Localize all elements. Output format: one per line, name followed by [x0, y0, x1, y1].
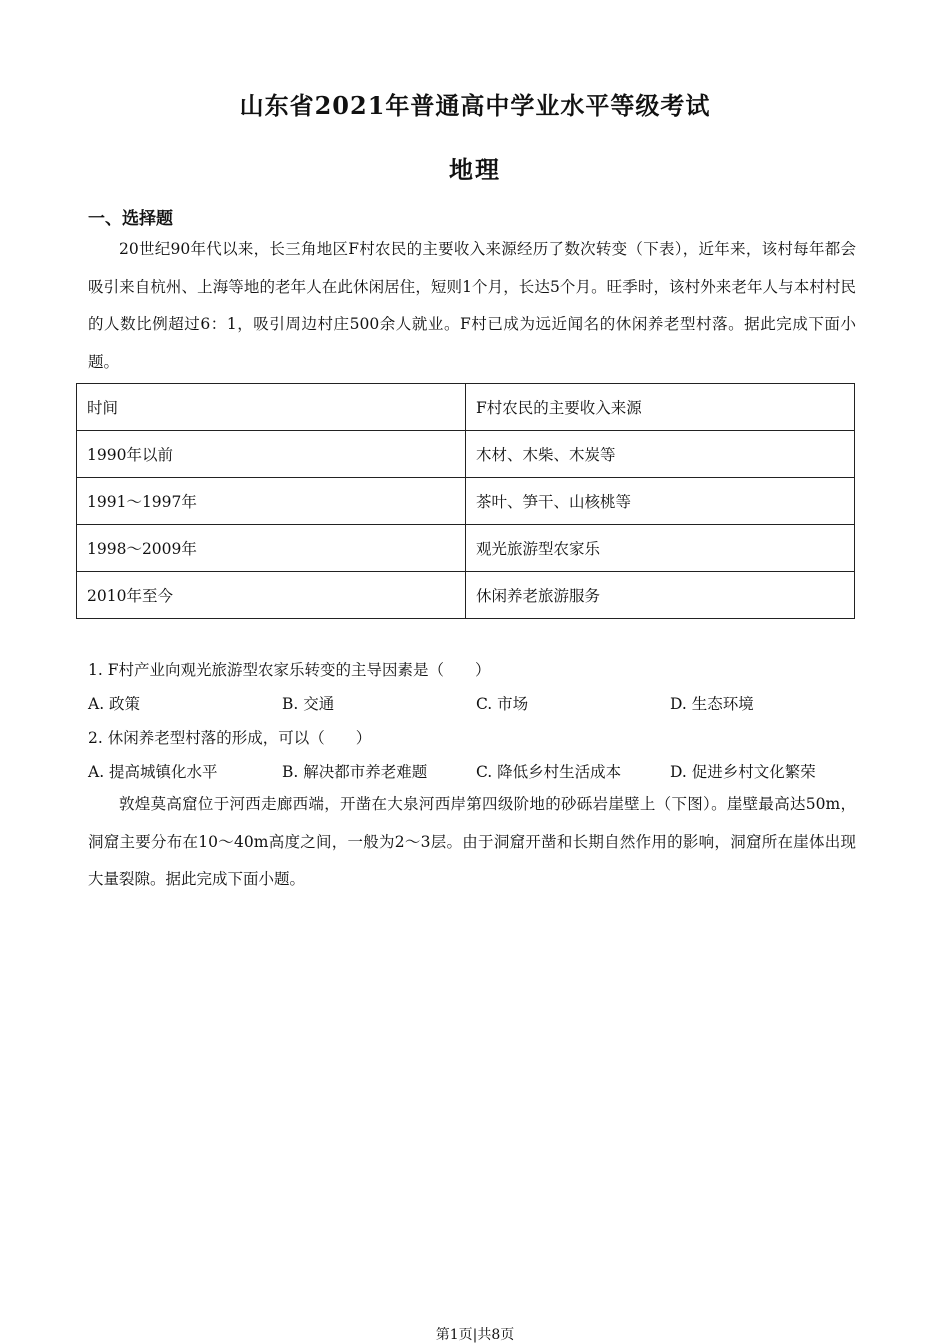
passage-village: 20世纪90年代以来，长三角地区F村农民的主要收入来源经历了数次转变（下表），近年来，该村每年都会吸引来自杭州、上海等地的老年人在此休闲居住，短则1个月，长达5个月。旺季时，该村外来老年人与本村村民的人数比例超过6：1，吸引周边村庄500余人就业。F村已成为远近闻名的休闲养老型村落。据此完成下面小题。	[88, 240, 856, 371]
exam-title: 山东省2021年普通高中学业水平等级考试	[239, 91, 711, 120]
table-cell-source: 茶叶、笋干、山核桃等	[466, 478, 855, 525]
table-row	[77, 572, 855, 619]
table-cell-period: 2010年至今	[77, 572, 466, 619]
table-cell-source: 观光旅游型农家乐	[466, 525, 855, 572]
table-header-row	[77, 384, 855, 431]
passage-mogao-caves: 敦煌莫高窟位于河西走廊西端，开凿在大泉河西岸第四级阶地的砂砾岩崖壁上（下图）。崖壁最高达50m，洞窟主要分布在10～40m高度之间，一般为2～3层。由于洞窟开凿和长期自然作用的影响，洞窟所在崖体出现大量裂隙。据此完成下面小题。	[88, 795, 856, 888]
table-row	[77, 525, 855, 572]
income-source-table	[76, 383, 855, 619]
table-cell-period: 1998～2009年	[77, 525, 466, 572]
option-d: D. 生态环境	[670, 695, 754, 713]
option-a: A. 政策	[88, 695, 141, 713]
option-a: A. 提高城镇化水平	[88, 763, 218, 781]
table-header-cell: 时间	[77, 384, 466, 431]
option-c: C. 市场	[476, 695, 529, 713]
table-cell-period: 1990年以前	[77, 431, 466, 478]
option-b: B. 交通	[282, 695, 335, 713]
table-cell-source: 休闲养老旅游服务	[466, 572, 855, 619]
question-1-stem: 1. F村产业向观光旅游型农家乐转变的主导因素是（ ）	[88, 661, 491, 679]
section-heading: 一、选择题	[88, 209, 173, 229]
table-cell-period: 1991～1997年	[77, 478, 466, 525]
option-b: B. 解决都市养老难题	[282, 763, 428, 781]
table-header-cell: F村农民的主要收入来源	[466, 384, 855, 431]
question-2-stem: 2. 休闲养老型村落的形成，可以（ ）	[88, 729, 372, 747]
table-row	[77, 478, 855, 525]
option-c: C. 降低乡村生活成本	[476, 763, 622, 781]
page-number: 第1页|共8页	[435, 1327, 515, 1343]
option-d: D. 促进乡村文化繁荣	[670, 763, 816, 781]
subject-title: 地理	[449, 155, 501, 184]
table-row	[77, 431, 855, 478]
table-cell-source: 木材、木柴、木炭等	[466, 431, 855, 478]
